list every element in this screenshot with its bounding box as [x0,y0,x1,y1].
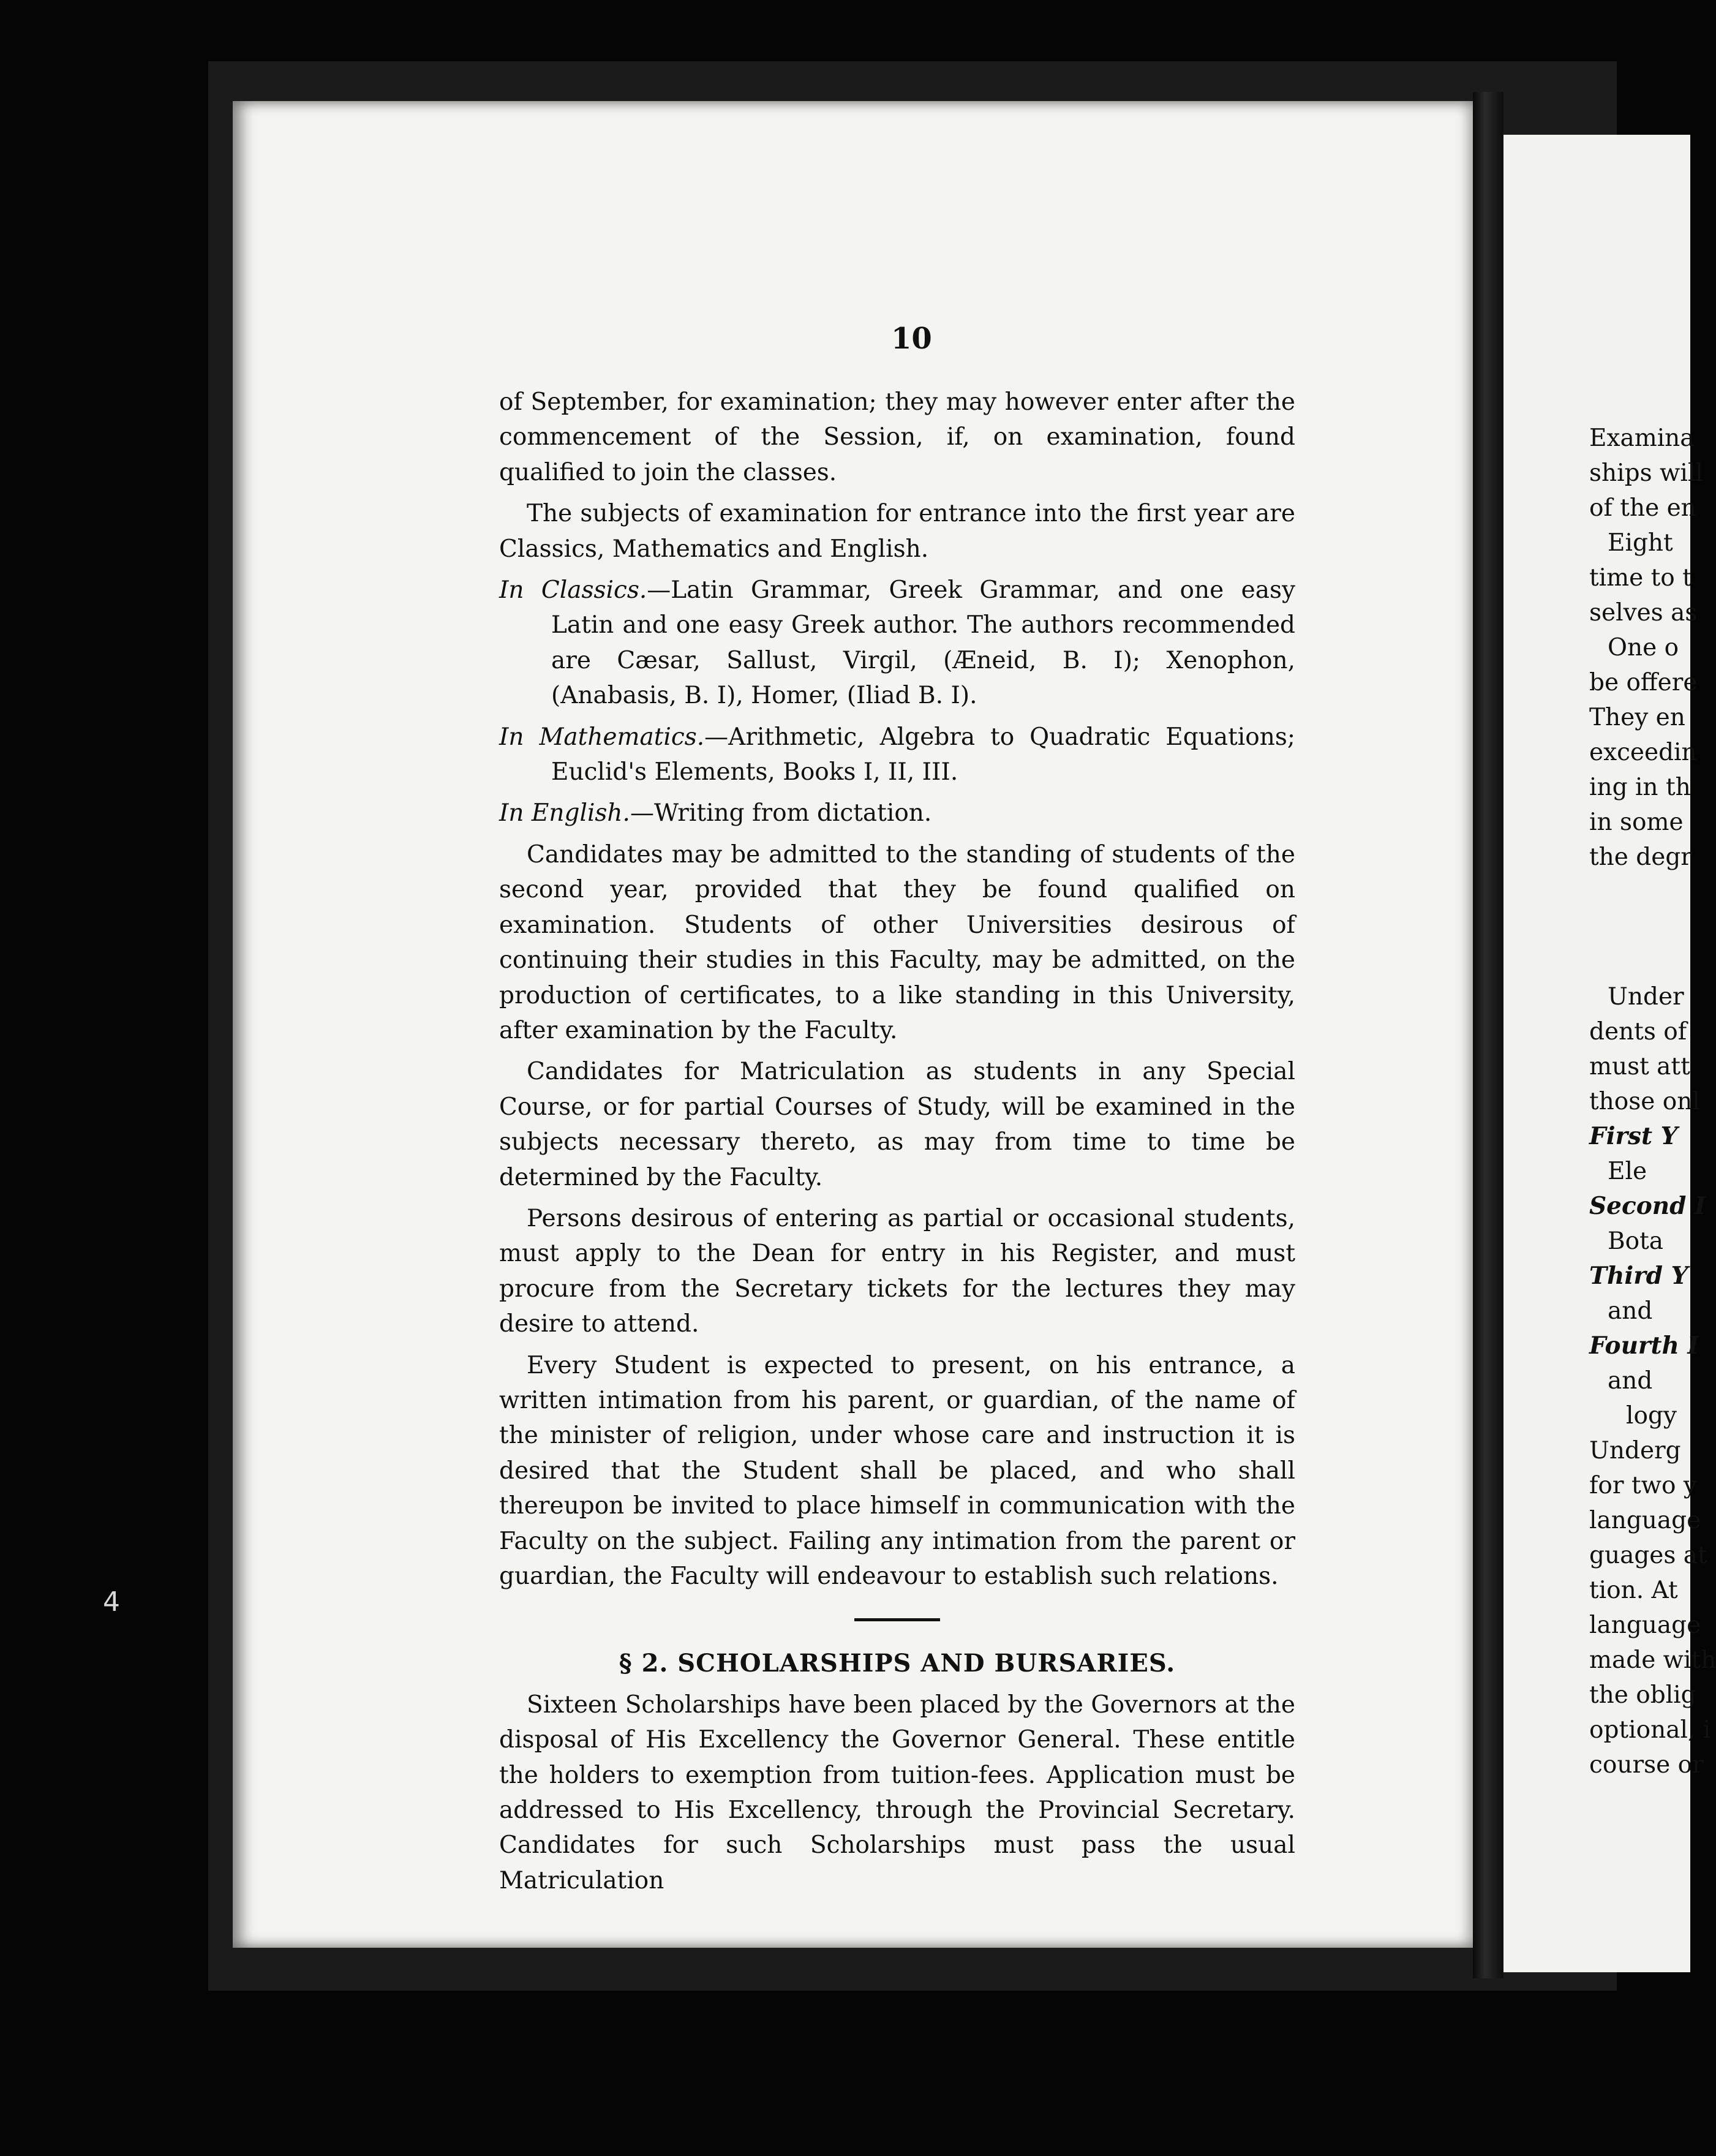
paragraph [499,1054,1295,1195]
paragraph-text: of September, for examination; they may however enter after the commencement of the Session, if, on examination, found qualified to join the classes. [499,388,1295,486]
right-page-line: ing in th [1589,774,1691,801]
right-page-line: optional, i [1589,1716,1711,1744]
paragraph-text: —Latin Grammar, Greek Grammar, and one easy Latin and one easy Greek author. The authors recommended are Cæsar, Sallust, Virgil, (Æneid, B. I); Xenophon, (Anabasis, B. I), Homer, (Iliad B. I). [551,576,1295,710]
right-page-line: One o [1608,634,1679,662]
right-page-line [1589,910,1716,944]
right-page-line: Ele [1608,1158,1647,1185]
paragraph-text: Candidates may be admitted to the standing of students of the second year, provided that they be found qualified on examination. Students of other Universities desirous of continuing their studies in this Faculty, may be admitted, on the production of certificates, to a like standing in this University, after examination by the Faculty. [499,840,1295,1044]
right-page-line: those onl [1589,1088,1700,1115]
right-page-line: made with [1589,1646,1716,1674]
paragraph [499,496,1295,567]
right-page-line: of the en [1589,494,1696,522]
right-page-line: Third Y [1589,1262,1688,1290]
right-page-line: must att [1589,1053,1690,1080]
paragraph-text: —Arithmetic, Algebra to Quadratic Equations; Euclid's Elements, Books I, II, III. [551,723,1295,786]
right-page-line: Eight [1608,529,1673,557]
paragraph-text: The subjects of examination for entrance into the first year are Classics, Mathematics and English. [499,500,1295,563]
right-page-line: the oblig [1589,1681,1696,1709]
paragraph [499,1348,1295,1594]
subject-requirement [499,573,1295,714]
right-page-line: Examina [1589,424,1695,452]
right-page-line: language [1589,1611,1701,1639]
right-page-line: Second I [1589,1192,1706,1220]
section-paragraphs [499,1687,1295,1898]
right-page-line: guages at [1589,1542,1707,1569]
right-page-line: and [1608,1297,1653,1325]
right-page-line: for two y [1589,1472,1697,1499]
paragraph-text: Persons desirous of entering as partial or occasional students, must apply to the Dean for entry in his Register, and must procure from the Secretary tickets for the lectures they may desire to attend. [499,1204,1295,1338]
right-page-line: First Y [1589,1122,1678,1150]
paragraph-text: —Writing from dictation. [630,799,932,827]
right-page-line: and [1608,1367,1653,1395]
right-page-line: Underg [1589,1437,1681,1464]
paragraph [499,837,1295,1048]
subject-lead: In Classics. [499,576,647,605]
right-page-line: language [1589,1507,1701,1534]
body-paragraphs [499,385,1295,1594]
right-page-line: course or [1589,1751,1704,1779]
subject-lead: In English. [499,799,630,827]
right-page-line: the degr [1589,843,1692,871]
right-page-line: Bota [1608,1227,1664,1255]
right-page-line: ships will [1589,459,1703,487]
right-page-line: Under [1608,983,1684,1011]
right-page-line: dents of [1589,1018,1687,1046]
paragraph-text: Every Student is expected to present, on his entrance, a written intimation from his parent, or guardian, of the name of the minister of religion, under whose care and instruction it is desired that the Student shall be placed, and who shall thereupon be invited to place himself in communication with the Faculty on the subject. Failing any intimation from the parent or guardian, the Faculty will endeavour to establish such relations. [499,1351,1295,1590]
right-page-fragments [1589,421,1716,1782]
paragraph [499,1687,1295,1898]
paragraph [499,1201,1295,1342]
margin-mark: 4 [103,1586,120,1618]
right-page-line: in some [1589,809,1684,836]
paragraph-text: Candidates for Matriculation as students in any Special Course, or for partial Courses of Study, will be examined in the subjects necessary thereto, as may from time to time be determined by the Faculty. [499,1058,1295,1191]
right-page-line: tion. At [1589,1577,1678,1604]
subject-lead: In Mathematics. [499,723,705,751]
subject-requirement [499,720,1295,790]
left-page-text [499,385,1295,1898]
right-page-line: be offere [1589,669,1698,696]
right-page-line: time to t [1589,564,1692,592]
page-number: 10 [891,322,932,356]
paragraph [499,385,1295,490]
right-page-line: selves as [1589,599,1698,627]
book-gutter [1473,92,1503,1978]
paragraph-text: Sixteen Scholarships have been placed by the Governors at the disposal of His Excellency the Governor General. These entitle the holders to exemption from tuition-fees. Application must be addressed to His Excellency, through the Provincial Secretary. Candidates for such Scholarships must pass the usual Matriculation [499,1691,1295,1894]
right-page [1503,135,1716,1972]
right-page-line: exceedin [1589,739,1697,766]
section-divider [854,1618,940,1621]
right-page-line: logy [1626,1402,1677,1430]
right-page-line [1589,875,1716,910]
section-heading: § 2. SCHOLARSHIPS AND BURSARIES. [619,1649,1176,1678]
right-page-line [1589,944,1716,979]
subject-requirement [499,796,1295,831]
right-page-line: Fourth I [1589,1332,1699,1360]
right-page-line: They en [1589,704,1685,731]
